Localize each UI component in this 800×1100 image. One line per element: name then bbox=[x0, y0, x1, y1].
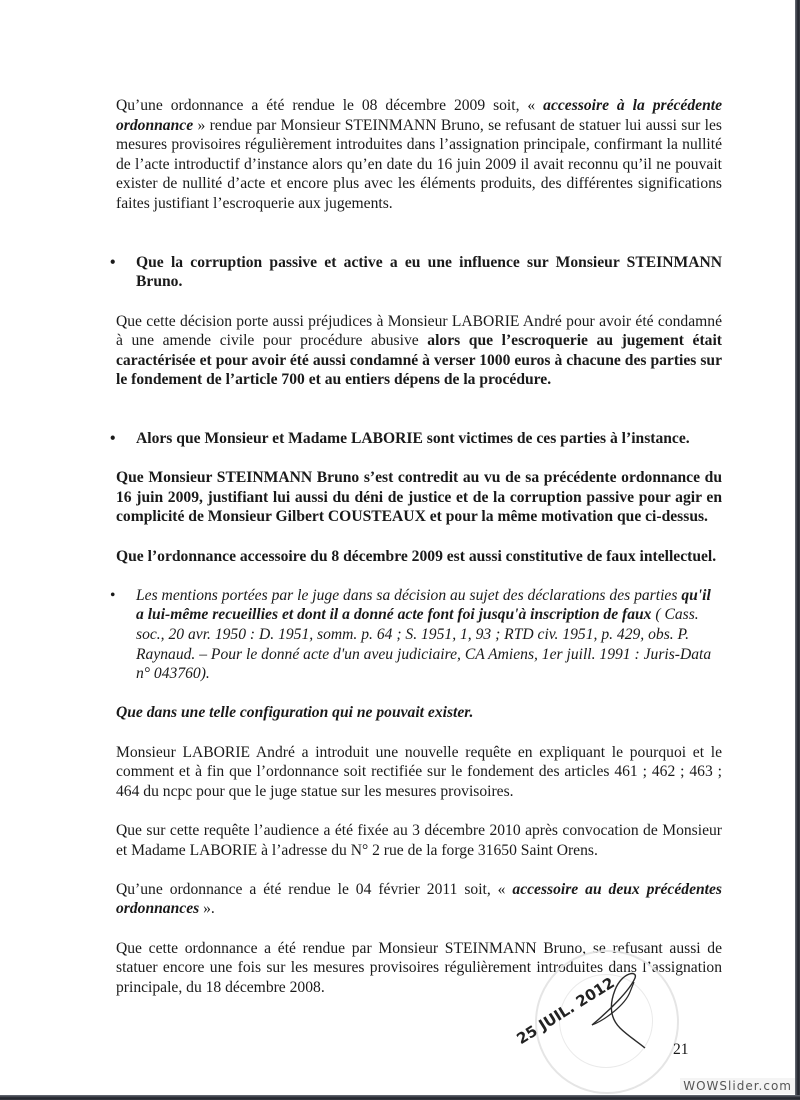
page-number: 21 bbox=[673, 1041, 689, 1058]
paragraph-audience: Que sur cette requête l’audience a été fixée au 3 décembre 2010 après convocation de Monsieur et Madame LABORIE à l’adresse du N° 2 rue de la forge 31650 Saint Orens. bbox=[116, 821, 722, 859]
paragraph-ordonnance-04-fev-2011: Qu’une ordonnance a été rendue le 04 février 2011 soit, « accessoire au deux précédentes ordonnances ». bbox=[116, 880, 722, 918]
bullet-victimes: • Alors que Monsieur et Madame LABORIE sont victimes de ces parties à l’instance. bbox=[110, 430, 690, 448]
paragraph-contredit: Que Monsieur STEINMANN Bruno s’est contredit au vu de sa précédente ordonnance du 16 juin 2009, justifiant lui aussi du déni de justice et de la corruption passive pour agir en complicité de Monsieur Gilbert COUSTEAUX et pour la même motivation que ci-dessus. bbox=[116, 469, 722, 526]
document-page bbox=[110, 96, 722, 997]
date-stamp: 25 JUIL. 2012 bbox=[513, 973, 618, 1048]
bullet-corruption: • Que la corruption passive et active a eu une influence sur Monsieur STEINMANN Bruno. bbox=[110, 253, 722, 291]
paragraph-configuration: Que dans une telle configuration qui ne pouvait exister. bbox=[116, 704, 474, 722]
page-frame-bottom-edge bbox=[0, 1095, 800, 1100]
bullet-icon: • bbox=[110, 586, 116, 604]
paragraph-prejudices: Que cette décision porte aussi préjudices à Monsieur LABORIE André pour avoir été condamné à une amende civile pour procédure abusive alors que l’escroquerie au jugement était caractérisée et pour avoir été aussi condamné à verser 1000 euros à chacune des parties sur le fondement de l’article 700 et au entiers dépens de la procédure. bbox=[116, 312, 722, 389]
bullet-icon: • bbox=[110, 430, 116, 448]
paragraph-ordonnance-08-dec-2009: Qu’une ordonnance a été rendue le 08 décembre 2009 soit, « accessoire à la précédente ordonnance » rendue par Monsieur STEINMANN Bruno, se refusant de statuer lui aussi sur les mesures provisoires régulièrement introduites dans l’assignation principale, confirmant la nullité de l’acte introductif d’instance alors qu’en date du 16 juin 2009 il avait reconnu qu’il ne pouvait exister de nullité d’acte et encore plus avec les éléments produits, des différentes significations faites justifiant l’escroquerie aux jugements. bbox=[116, 97, 722, 212]
paragraph-faux-intellectuel: Que l’ordonnance accessoire du 8 décembre 2009 est aussi constitutive de faux intellectuel. bbox=[116, 547, 717, 565]
paragraph-refus-statuer: Que cette ordonnance a été rendue par Monsieur STEINMANN Bruno, se refusant aussi de statuer encore une fois sur les mesures provisoires régulièrement introduites dans l’assignation principale, du 18 décembre 2008. bbox=[116, 939, 722, 996]
emphasis-accessoire: accessoire à la précédente ordonnance bbox=[116, 97, 722, 134]
watermark: WOWSlider.com bbox=[680, 1078, 795, 1094]
bullet-icon: • bbox=[110, 253, 116, 271]
paragraph-nouvelle-requete: Monsieur LABORIE André a introduit une nouvelle requête en expliquant le pourquoi et le comment et à fin que l’ordonnance soit rectifiée sur le fondement des articles 461 ; 462 ; 463 ; 464 du ncpc pour que le juge statue sur les mesures provisoires. bbox=[116, 743, 722, 800]
page-frame-right-edge bbox=[795, 0, 800, 1100]
bullet-citation-jurisprudence: • Les mentions portées par le juge dans sa décision au sujet des déclarations des parties qu'il a lui-même recueillies et dont il a donné acte font foi jusqu'à inscription de faux ( Cass. soc., 20 avr. 1950 : D. 1951, somm. p. 64 ; S. 1951, 1, 93 ; RTD civ. 1951, p. 429, obs. P. Raynaud. – Pour le donné acte d'un aveu judiciaire, CA Amiens, 1er juill. 1991 : Juris-Data n° 043760). bbox=[110, 586, 712, 683]
